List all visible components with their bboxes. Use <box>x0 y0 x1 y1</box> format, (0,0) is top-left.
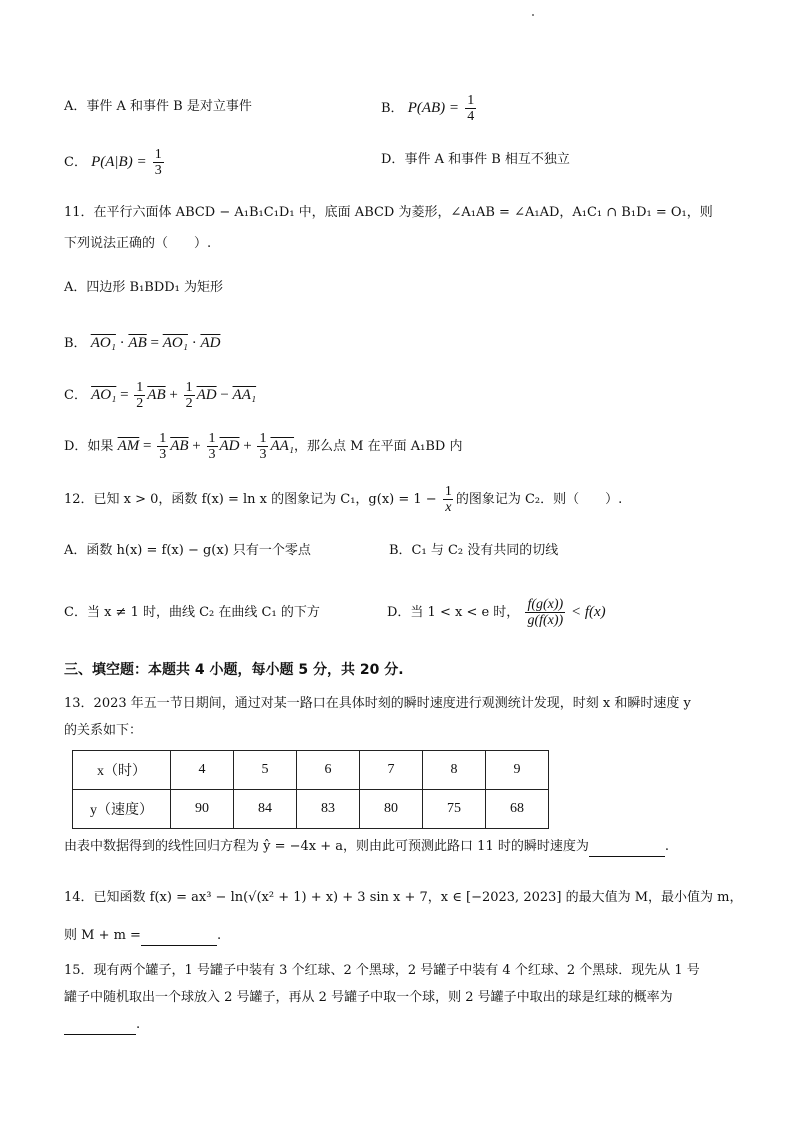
table-cell: 84 <box>234 790 297 829</box>
table-cell: 68 <box>486 790 549 829</box>
q15-line2: 罐子中随机取出一个球放入 2 号罐子，再从 2 号罐子中取一个球，则 2 号罐子中取出的球是红球的概率为 <box>64 990 673 1005</box>
q15-line1: 15．现有两个罐子，1 号罐子中装有 3 个红球、2 个黑球，2 号罐子中装有 4 个红球、2 个黑球．现先从 1 号 <box>64 963 700 978</box>
table-cell: 8 <box>423 751 486 790</box>
q12-option-c: C．当 x ≠ 1 时，曲线 C₂ 在曲线 C₁ 的下方 <box>64 605 320 620</box>
fraction: $\frac{1}{3}$ <box>159 431 167 462</box>
q15-line3: . <box>64 1014 140 1035</box>
fraction: $\frac{1}{3}$ <box>259 431 267 462</box>
fraction: $\frac{1}{2}$ <box>136 380 144 411</box>
table-cell: 90 <box>171 790 234 829</box>
q10-option-d: D．事件 A 和事件 B 相互不独立 <box>381 152 570 167</box>
fraction: $\frac{f(g(x))}{g(f(x))}$ <box>527 597 564 628</box>
fraction: $\frac{1}{3}$ <box>208 431 216 462</box>
q11-option-d: D．如果 $\overline{AM}$ = $\frac{1}{3}$ $\overline{AB}$ + $\frac{1}{3}$ $\overline{AD}$ + $\frac{1}{3}$ AA₁，那么点 M 在平面 A₁BD 内 <box>64 431 463 462</box>
table-cell: 6 <box>297 751 360 790</box>
table-header-cell: y（速度） <box>73 790 171 829</box>
table-cell: 4 <box>171 751 234 790</box>
table-cell: 5 <box>234 751 297 790</box>
table-cell: 83 <box>297 790 360 829</box>
q13-stem-line2: 的关系如下： <box>64 723 143 738</box>
q11-option-b: B． $AO_1 \cdot \overline{AB} = AO_1 \cdot \overline{AD}$ <box>64 335 221 351</box>
fraction: $\frac{1}{4}$ <box>467 93 475 124</box>
table-cell: 9 <box>486 751 549 790</box>
table-cell: 80 <box>360 790 423 829</box>
q11-option-c: C． AO₁ = $\frac{1}{2}$ $\overline{AB}$ + $\frac{1}{2}$ $\overline{AD} - AA_1$ <box>64 380 257 411</box>
fraction: $\frac{1}{2}$ <box>185 380 193 411</box>
q10-option-b: B． P(AB) = $\frac{1}{4}$ <box>381 93 475 124</box>
table-header-cell: x（时） <box>73 751 171 790</box>
table-cell: 75 <box>423 790 486 829</box>
q14-line2: 则 M + m = . <box>64 925 221 946</box>
table-row <box>73 790 549 829</box>
q10-option-c: C． P(A|B) = $\frac{1}{3}$ <box>64 147 162 178</box>
q12-option-d: D．当 1 < x < e 时， $\frac{f(g(x))}{g(f(x))}$ < f(x) <box>387 597 606 628</box>
q11-stem-line2: 下列说法正确的（ ）. <box>64 236 212 251</box>
answer-blank <box>589 836 665 857</box>
q12-option-b: B．C₁ 与 C₂ 没有共同的切线 <box>389 543 559 558</box>
table-row <box>73 751 549 790</box>
fraction: $\frac{1}{3}$ <box>154 147 162 178</box>
section-heading: 三、填空题：本题共 4 小题，每小题 5 分，共 20 分. <box>64 662 404 678</box>
q12-option-a: A．函数 h(x) = f(x) − g(x) 只有一个零点 <box>64 543 311 558</box>
data-table <box>72 750 549 829</box>
answer-blank <box>64 1014 136 1035</box>
q11-stem-line1: 11．在平行六面体 ABCD − A₁B₁C₁D₁ 中，底面 ABCD 为菱形，∠A₁AB = ∠A₁AD，A₁C₁ ∩ B₁D₁ = O₁，则 <box>64 205 713 220</box>
q10-option-a: A．事件 A 和事件 B 是对立事件 <box>64 99 252 114</box>
q12-stem: 12．已知 x > 0，函数 f(x) = ln x 的图象记为 C₁，g(x) = 1 − $\frac{1}{x}$ 的图象记为 C₂．则（ ）. <box>64 484 623 515</box>
scan-dot <box>532 14 534 16</box>
answer-blank <box>141 925 217 946</box>
fraction: $\frac{1}{x}$ <box>444 484 452 515</box>
q13-stem-line1: 13．2023 年五一节日期间，通过对某一路口在具体时刻的瞬时速度进行观测统计发现，时刻 x 和瞬时速度 y <box>64 696 691 711</box>
table-cell: 7 <box>360 751 423 790</box>
q11-option-a: A．四边形 B₁BDD₁ 为矩形 <box>64 280 224 295</box>
q13-question: 由表中数据得到的线性回归方程为 ŷ = −4x + a，则由此可预测此路口 11 时的瞬时速度为 . <box>64 836 669 857</box>
q14-line1: 14．已知函数 f(x) = ax³ − ln(√(x² + 1) + x) + 3 sin x + 7，x ∈ [−2023, 2023] 的最大值为 M，最小值为 m， <box>64 890 743 905</box>
